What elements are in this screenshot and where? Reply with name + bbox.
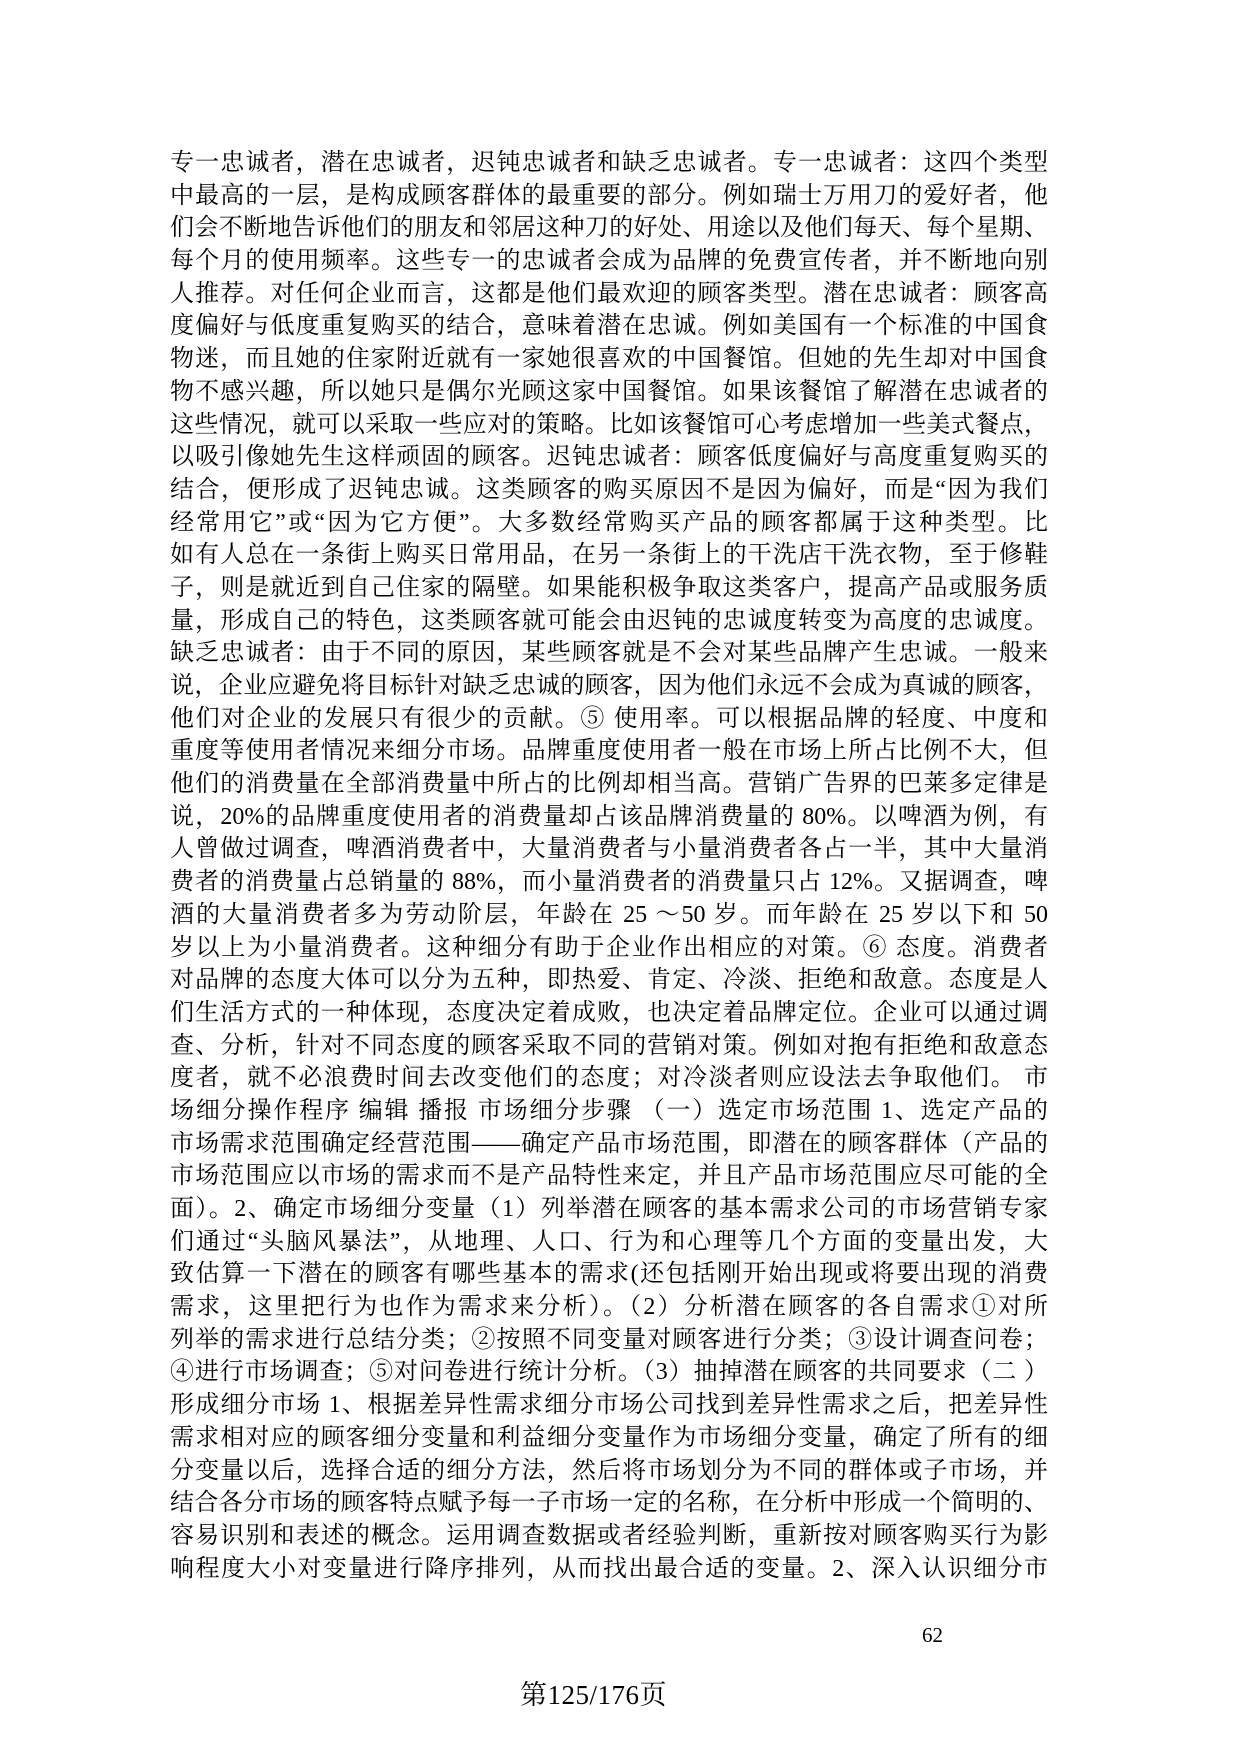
text-line: 容易识别和表述的概念。运用调查数据或者经验判断，重新按对顾客购买行为影 — [170, 1522, 1048, 1549]
text-line: 重度等使用者情况来细分市场。品牌重度使用者一般在市场上所占比例不大，但 — [170, 738, 1048, 765]
text-line: 他们对企业的发展只有很少的贡献。⑤ 使用率。可以根据品牌的轻度、中度和 — [170, 705, 1048, 732]
body-text — [170, 147, 1048, 1585]
footer-page-indicator: 第125/176页 — [520, 1680, 668, 1710]
text-line: 需求，这里把行为也作为需求来分析）。（2）分析潜在顾客的各自需求①对所 — [170, 1294, 1048, 1321]
text-line: 物不感兴趣，所以她只是偶尔光顾这家中国餐馆。如果该餐馆了解潜在忠诚者的 — [170, 378, 1048, 405]
text-line: 量，形成自己的特色，这类顾客就可能会由迟钝的忠诚度转变为高度的忠诚度。 — [170, 607, 1048, 634]
text-line: 们通过“头脑风暴法”，从地理、人口、行为和心理等几个方面的变量出发，大 — [170, 1228, 1048, 1255]
text-line: 酒的大量消费者多为劳动阶层，年龄在 25 ～50 岁。而年龄在 25 岁以下和 50 — [170, 901, 1048, 928]
text-line: 查、分析，针对不同态度的顾客采取不同的营销对策。例如对抱有拒绝和敌意态 — [170, 1032, 1048, 1059]
text-line: 每个月的使用频率。这些专一的忠诚者会成为品牌的免费宣传者，并不断地向别 — [170, 248, 1048, 275]
text-line: 以吸引像她先生这样顽固的顾客。迟钝忠诚者：顾客低度偏好与高度重复购买的 — [170, 444, 1048, 471]
text-line: 度偏好与低度重复购买的结合，意味着潜在忠诚。例如美国有一个标准的中国食 — [170, 313, 1048, 340]
text-line: 们生活方式的一种体现，态度决定着成败，也决定着品牌定位。企业可以通过调 — [170, 999, 1048, 1026]
text-line: 形成细分市场 1、根据差异性需求细分市场公司找到差异性需求之后，把差异性 — [170, 1392, 1048, 1419]
text-line: 他们的消费量在全部消费量中所占的比例却相当高。营销广告界的巴莱多定律是 — [170, 771, 1048, 798]
text-line: 面）。2、确定市场细分变量（1）列举潜在顾客的基本需求公司的市场营销专家 — [170, 1196, 1048, 1222]
text-line: 市场范围应以市场的需求而不是产品特性来定，并且产品市场范围应尽可能的全 — [170, 1163, 1048, 1190]
text-line: 专一忠诚者，潜在忠诚者，迟钝忠诚者和缺乏忠诚者。专一忠诚者：这四个类型 — [170, 150, 1048, 176]
text-line: 对品牌的态度大体可以分为五种，即热爱、肯定、冷淡、拒绝和敌意。态度是人 — [170, 967, 1048, 994]
text-line: 人曾做过调查，啤酒消费者中，大量消费者与小量消费者各占一半，其中大量消 — [170, 836, 1048, 863]
text-line: 费者的消费量占总销量的 88%，而小量消费者的消费量只占 12%。又据调查，啤 — [170, 869, 1048, 896]
text-line: 度者，就不必浪费时间去改变他们的态度；对冷淡者则应设法去争取他们。 市 — [170, 1065, 1048, 1092]
text-line: 人推荐。对任何企业而言，这都是他们最欢迎的顾客类型。潜在忠诚者：顾客高 — [170, 280, 1048, 307]
text-line: 列举的需求进行总结分类；②按照不同变量对顾客进行分类；③设计调查问卷； — [170, 1326, 1048, 1353]
text-line: 结合各分市场的顾客特点赋予每一子市场一定的名称，在分析中形成一个简明的、 — [170, 1490, 1048, 1517]
text-line: 如有人总在一条街上购买日常用品，在另一条街上的干洗店干洗衣物，至于修鞋 — [170, 542, 1048, 569]
text-line: 说，企业应避免将目标针对缺乏忠诚的顾客，因为他们永远不会成为真诚的顾客， — [170, 673, 1048, 699]
text-line: 中最高的一层，是构成顾客群体的最重要的部分。例如瑞士万用刀的爱好者，他 — [170, 182, 1048, 209]
text-line: 物迷，而且她的住家附近就有一家她很喜欢的中国餐馆。但她的先生却对中国食 — [170, 346, 1048, 373]
text-line: 致估算一下潜在的顾客有哪些基本的需求(还包括刚开始出现或将要出现的消费 — [170, 1261, 1048, 1288]
text-line: 场细分操作程序 编辑 播报 市场细分步骤 （一）选定市场范围 1、选定产品的 — [170, 1097, 1048, 1124]
text-line: 缺乏忠诚者：由于不同的原因，某些顾客就是不会对某些品牌产生忠诚。一般来 — [170, 640, 1048, 667]
text-line: 结合，便形成了迟钝忠诚。这类顾客的购买原因不是因为偏好，而是“因为我们 — [170, 476, 1048, 503]
text-line: 这些情况，就可以采取一些应对的策略。比如该餐馆可心考虑增加一些美式餐点， — [170, 411, 1048, 438]
text-line: 响程度大小对变量进行降序排列，从而找出最合适的变量。2、深入认识细分市 — [170, 1555, 1048, 1582]
text-line: 分变量以后，选择合适的细分方法，然后将市场划分为不同的群体或子市场，并 — [170, 1457, 1048, 1484]
text-line: ④进行市场调查；⑤对问卷进行统计分析。（3）抽掉潜在顾客的共同要求（二 ） — [170, 1359, 1048, 1386]
text-line: 们会不断地告诉他们的朋友和邻居这种刀的好处、用途以及他们每天、每个星期、 — [170, 215, 1048, 242]
text-line: 需求相对应的顾客细分变量和利益细分变量作为市场细分变量，确定了所有的细 — [170, 1424, 1048, 1451]
side-page-number: 62 — [922, 1623, 943, 1647]
text-line: 子，则是就近到自己住家的隔壁。如果能积极争取这类客户，提高产品或服务质 — [170, 574, 1048, 601]
text-line: 市场需求范围确定经营范围——确定产品市场范围，即潜在的顾客群体（产品的 — [170, 1130, 1048, 1157]
text-line: 说，20%的品牌重度使用者的消费量却占该品牌消费量的 80%。以啤酒为例，有 — [170, 803, 1048, 830]
text-line: 岁以上为小量消费者。这种细分有助于企业作出相应的对策。⑥ 态度。消费者 — [170, 934, 1048, 961]
text-line: 经常用它”或“因为它方便”。大多数经常购买产品的顾客都属于这种类型。比 — [170, 509, 1048, 536]
